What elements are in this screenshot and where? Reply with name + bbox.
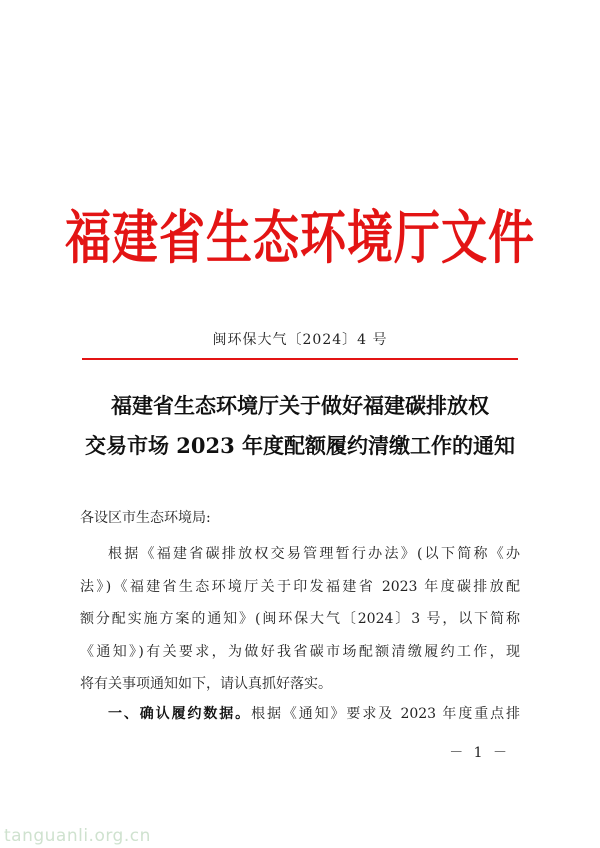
body-paragraph [80,538,520,701]
document-title-line-2: 交易市场 2023 年度配额履约清缴工作的通知 [84,433,516,458]
document-title-line-1: 福建省生态环境厅关于做好福建碳排放权 [111,393,489,418]
section-1 [80,703,520,723]
body-line-2: 法》)《福建省生态环境厅关于印发福建省 2023 年度碳排放配 [80,578,520,595]
page-number: － 1 － [449,745,510,761]
body-line-3: 额分配实施方案的通知》(闽环保大气〔2024〕3 号，以下简称 [80,611,520,627]
section-1-text: 根据《通知》要求及 2023 年度重点排 [251,706,521,722]
addressee: 各设区市生态环境局: [80,510,211,526]
document-title [0,386,600,466]
site-watermark: tanguanli.org.cn [4,826,151,846]
document-number: 闽环保大气〔2024〕4 号 [212,332,388,348]
issuing-authority-header: 福建省生态环境厅文件 [65,203,535,272]
body-line-5: 将有关事项通知如下，请认真抓好落实。 [80,676,332,692]
red-separator-line [82,358,518,360]
body-line-4: 《通知》)有关要求，为做好我省碳市场配额清缴履约工作，现 [80,643,520,660]
section-1-heading: 一、确认履约数据。 [108,706,252,722]
body-line-1: 根据《福建省碳排放权交易管理暂行办法》(以下简称《办 [108,546,520,562]
